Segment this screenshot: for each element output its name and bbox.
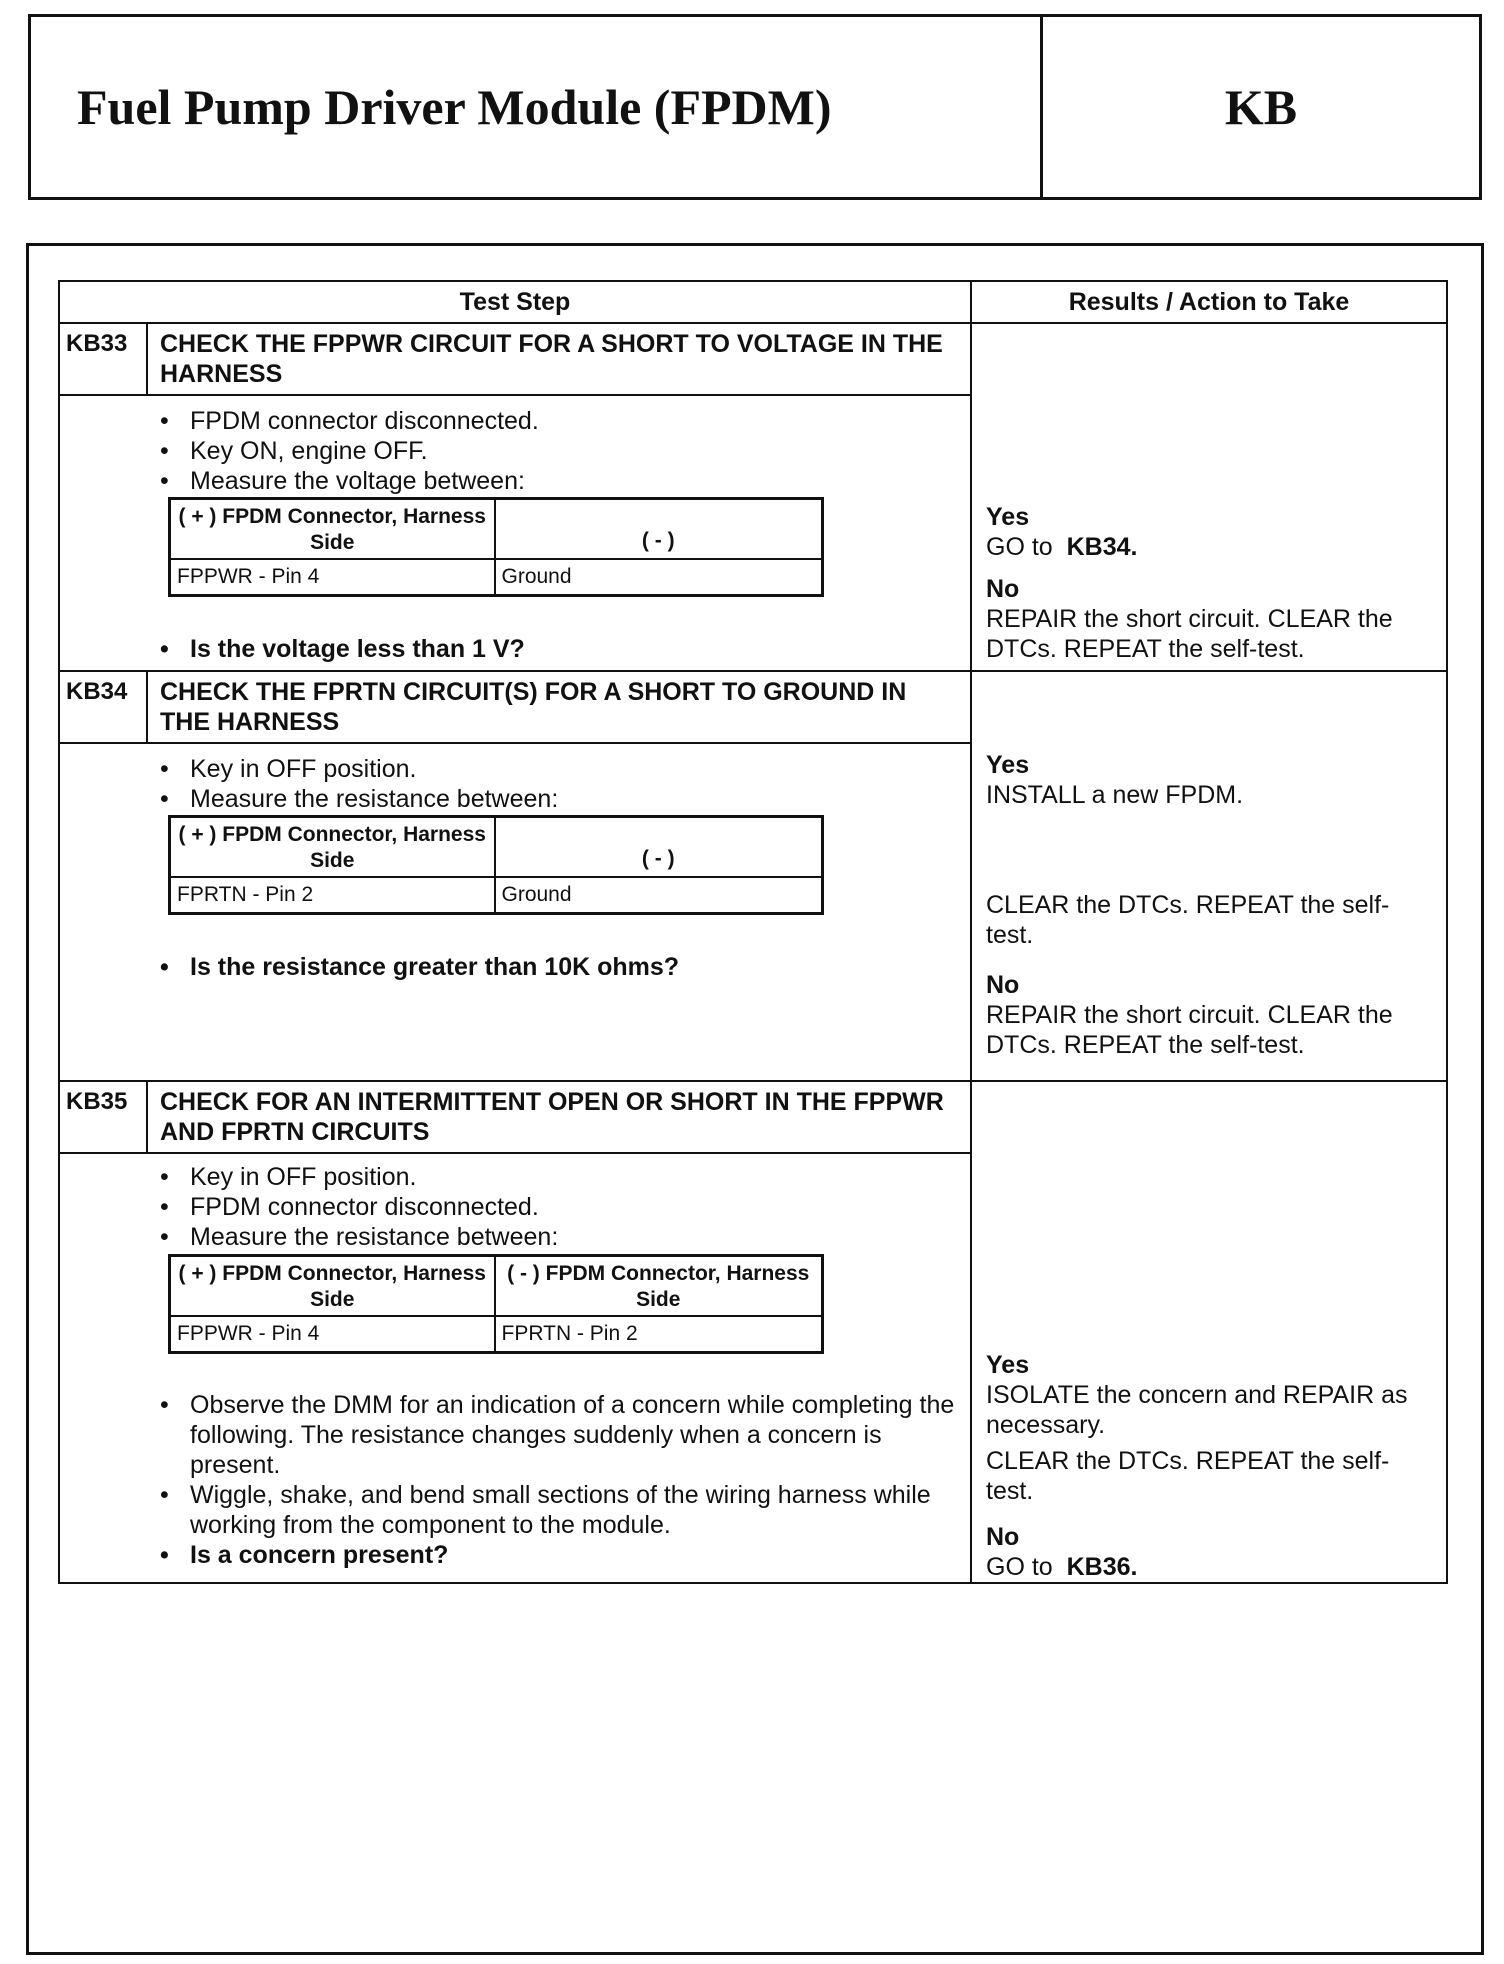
- page-title: Fuel Pump Driver Module (FPDM): [31, 17, 1043, 197]
- document-header: [28, 14, 1482, 200]
- negative-lead-value: FPRTN - Pin 2: [495, 1316, 823, 1352]
- table-header: [60, 282, 1446, 324]
- result-no: [986, 970, 1436, 1060]
- step-question-list: [150, 634, 960, 664]
- positive-lead-value: FPPWR - Pin 4: [170, 559, 495, 595]
- yes-action: ISOLATE the concern and REPAIR as necessary.: [986, 1381, 1408, 1439]
- result-no: [986, 1522, 1436, 1582]
- list-item: • Observe the DMM for an indication of a concern while completing the following. The resistance changes suddenly when a concern is present.: [150, 1390, 960, 1480]
- list-item: • FPDM connector disconnected.: [150, 1192, 960, 1222]
- result-yes: [986, 502, 1436, 562]
- step-title: CHECK THE FPPWR CIRCUIT FOR A SHORT TO VOLTAGE IN THE HARNESS: [160, 330, 943, 388]
- no-label: No: [986, 575, 1020, 603]
- negative-lead-value: Ground: [495, 877, 823, 913]
- list-item: • Key in OFF position.: [150, 754, 960, 784]
- step-title: CHECK FOR AN INTERMITTENT OPEN OR SHORT IN THE FPPWR AND FPRTN CIRCUITS: [160, 1088, 944, 1146]
- step-id: KB35: [60, 1082, 148, 1152]
- list-item: • Key in OFF position.: [150, 1162, 960, 1192]
- column-header-test-step: Test Step: [60, 282, 972, 322]
- result-no: [986, 574, 1436, 664]
- step-bullets: [150, 1162, 960, 1252]
- yes-action-2: CLEAR the DTCs. REPEAT the self-test.: [986, 891, 1390, 949]
- diagnostic-table: [58, 280, 1448, 1584]
- list-item: • Measure the resistance between:: [150, 784, 960, 814]
- yes-action: GO to: [986, 533, 1053, 561]
- yes-action-2: CLEAR the DTCs. REPEAT the self-test.: [986, 1447, 1390, 1505]
- no-action: REPAIR the short circuit. CLEAR the DTCs. REPEAT the self-test.: [986, 1001, 1393, 1059]
- positive-lead-header: ( + ) FPDM Connector, Harness Side: [170, 499, 495, 560]
- yes-label: Yes: [986, 503, 1030, 531]
- section-code: KB: [1224, 79, 1298, 135]
- yes-action: INSTALL a new FPDM.: [986, 781, 1244, 809]
- measurement-table: [168, 497, 824, 597]
- step-question: • Is the voltage less than 1 V?: [150, 634, 960, 664]
- step-header: [60, 1082, 972, 1154]
- step-question: • Is the resistance greater than 10K ohms?: [150, 952, 960, 982]
- negative-lead-header: ( - ): [495, 499, 823, 560]
- result-yes: [986, 750, 1436, 810]
- step-results-cell: [972, 672, 1446, 1080]
- list-item: • Key ON, engine OFF.: [150, 436, 960, 466]
- step-header: [60, 672, 972, 744]
- step-title: CHECK THE FPRTN CIRCUIT(S) FOR A SHORT TO GROUND IN THE HARNESS: [160, 678, 907, 736]
- measurement-table: [168, 1254, 824, 1354]
- yes-label: Yes: [986, 1351, 1030, 1379]
- list-item: • Measure the resistance between:: [150, 1222, 960, 1252]
- no-action: REPAIR the short circuit. CLEAR the DTCs. REPEAT the self-test.: [986, 605, 1393, 663]
- no-action: GO to: [986, 1553, 1053, 1581]
- test-step-kb35: [60, 1082, 1446, 1582]
- column-header-results: Results / Action to Take: [1068, 287, 1350, 316]
- step-bullets-after: [150, 1390, 960, 1570]
- step-question: • Is a concern present?: [150, 1540, 960, 1570]
- step-id: KB33: [60, 324, 148, 394]
- positive-lead-value: FPRTN - Pin 2: [170, 877, 495, 913]
- step-header: [60, 324, 972, 396]
- step-question-list: [150, 952, 960, 982]
- positive-lead-value: FPPWR - Pin 4: [170, 1316, 495, 1352]
- positive-lead-header: ( + ) FPDM Connector, Harness Side: [170, 1256, 495, 1317]
- step-results-cell: [972, 1082, 1446, 1582]
- negative-lead-header: ( - ): [495, 817, 823, 878]
- step-results-cell: [972, 324, 1446, 670]
- list-item: • FPDM connector disconnected.: [150, 406, 960, 436]
- step-bullets: [150, 406, 960, 496]
- step-left-cell: [60, 324, 972, 670]
- positive-lead-header: ( + ) FPDM Connector, Harness Side: [170, 817, 495, 878]
- measurement-table: [168, 815, 824, 915]
- test-step-kb34: [60, 672, 1446, 1082]
- yes-action-line: [986, 532, 1436, 562]
- test-step-kb33: [60, 324, 1446, 672]
- step-id: KB34: [60, 672, 148, 742]
- no-label: No: [986, 971, 1020, 999]
- goto-ref: KB34.: [1066, 533, 1138, 561]
- step-left-cell: [60, 1082, 972, 1582]
- list-item: • Wiggle, shake, and bend small sections of the wiring harness while working from the component to the module.: [150, 1480, 960, 1540]
- result-yes-continued: [986, 890, 1436, 950]
- list-item: • Measure the voltage between:: [150, 466, 960, 496]
- goto-ref: KB36.: [1066, 1553, 1138, 1581]
- negative-lead-value: Ground: [495, 559, 823, 595]
- step-bullets: [150, 754, 960, 814]
- no-action-line: [986, 1552, 1436, 1582]
- step-left-cell: [60, 672, 972, 1080]
- negative-lead-header: ( - ) FPDM Connector, Harness Side: [495, 1256, 823, 1317]
- yes-label: Yes: [986, 751, 1030, 779]
- no-label: No: [986, 1523, 1020, 1551]
- result-yes: [986, 1350, 1436, 1506]
